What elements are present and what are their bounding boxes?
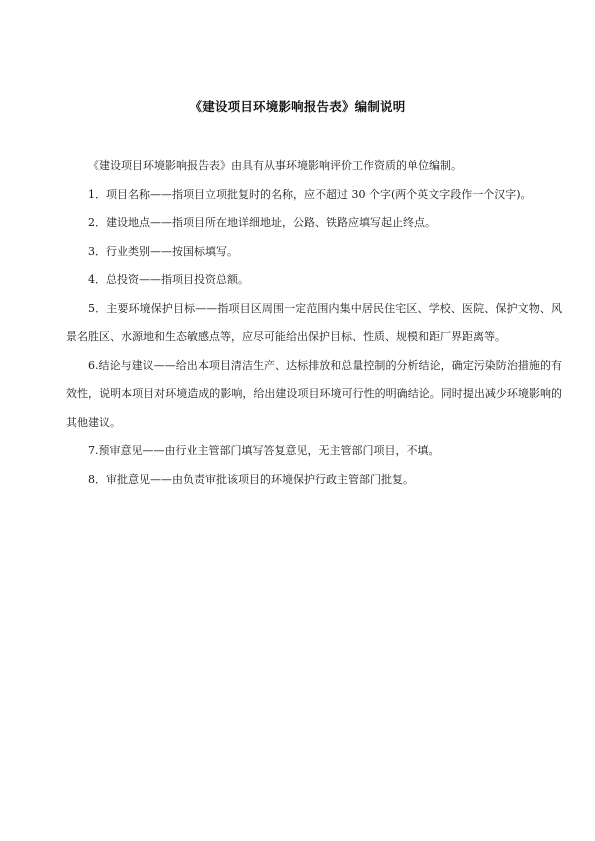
document-title: 《建设项目环境影响报告表》编制说明 (189, 99, 406, 114)
document-body (66, 152, 562, 494)
item-conclusions-and-recommendations: 6.结论与建议——给出本项目清洁生产、达标排放和总量控制的分析结论，确定污染防治措施的有效性，说明本项目对环境造成的影响，给出建设项目环境可行性的明确结论。同时提出减少环境影响的其他建议。 (66, 358, 562, 429)
item-construction-location: 2．建设地点——指项目所在地详细地址，公路、铁路应填写起止终点。 (88, 216, 436, 229)
item-project-name: 1．项目名称——指项目立项批复时的名称，应不超过 30 个字(两个英文字段作一个汉字)。 (88, 187, 532, 201)
item-total-investment: 4．总投资——指项目投资总额。 (88, 273, 249, 286)
intro-paragraph: 《建设项目环境影响报告表》由具有从事环境影响评价工作资质的单位编制。 (88, 159, 462, 172)
item-approval-opinion: 8．审批意见——由负责审批该项目的环境保护行政主管部门批复。 (88, 472, 414, 486)
item-preliminary-review-opinion: 7.预审意见——由行业主管部门填写答复意见，无主管部门项目，不填。 (88, 444, 440, 457)
item-environmental-protection-targets: 5．主要环境保护目标——指项目区周围一定范围内集中居民住宅区、学校、医院、保护文物、风景名胜区、水源地和生态敏感点等，应尽可能给出保护目标、性质、规模和距厂界距离等。 (66, 301, 562, 343)
item-industry-category: 3．行业类别——按国标填写。 (88, 244, 238, 258)
